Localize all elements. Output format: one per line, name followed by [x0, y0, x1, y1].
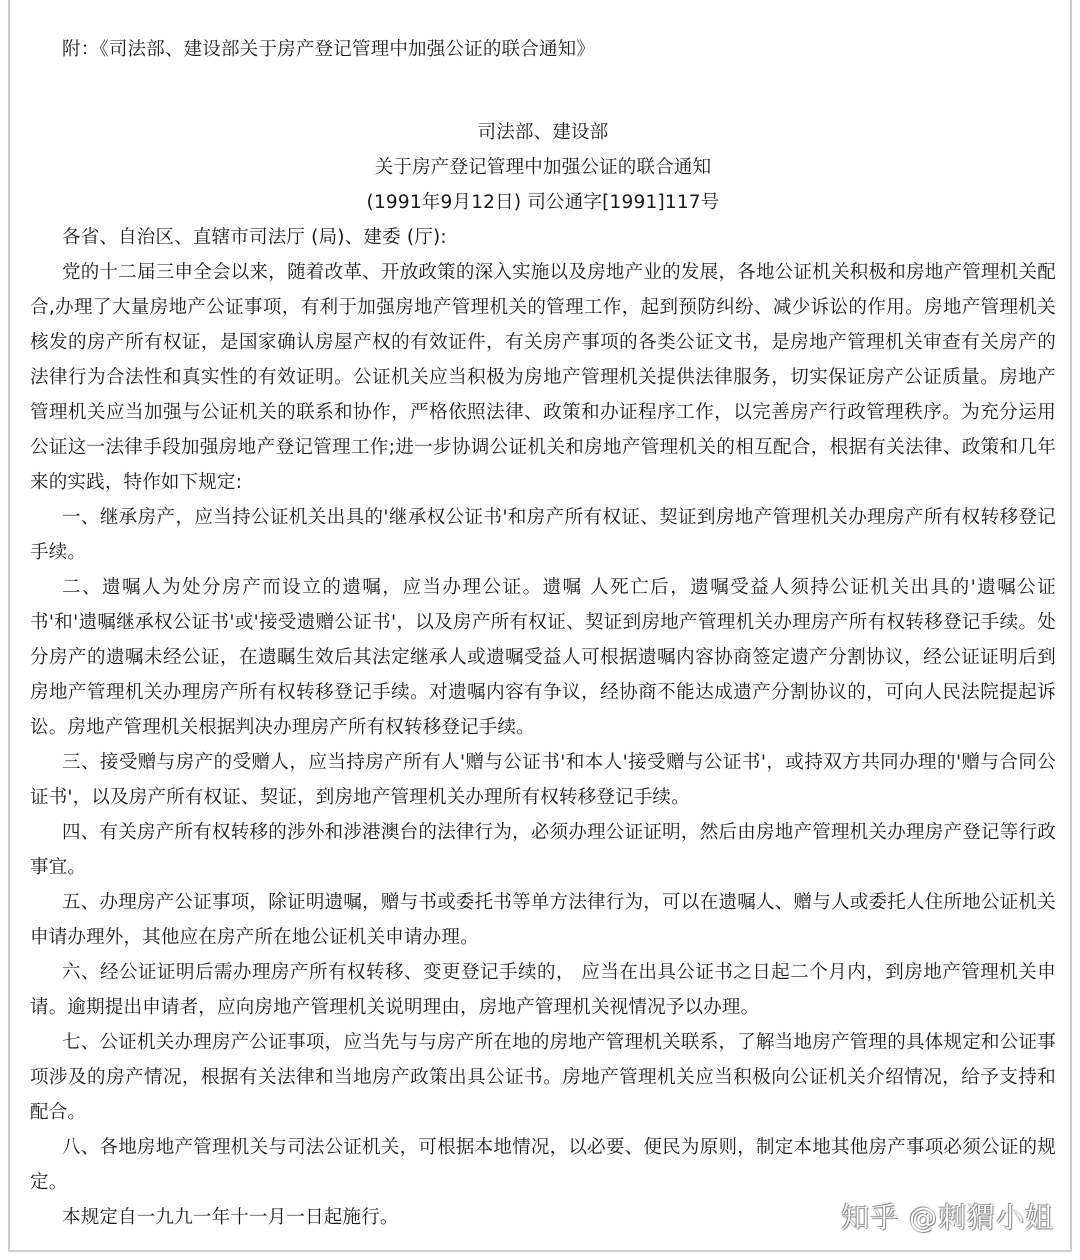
document-body	[30, 32, 1056, 1235]
clause-8: 八、各地房地产管理机关与司法公证机关，可根据本地情况，以必要、便民为原则，制定本地其他房产事项必须公证的规定。	[30, 1137, 1056, 1193]
attachment-line: 附：《司法部、建设部关于房产登记管理中加强公证的联合通知》	[62, 39, 596, 60]
addressee-line: 各省、自治区、直辖市司法厅 (局)、建委 (厅):	[62, 227, 447, 248]
clause-3: 三、接受赠与房产的受赠人，应当持房产所有人'赠与公证书'和本人'接受赠与公证书'，或持双方共同办理的'赠与合同公证书'，以及房产所有权证、契证，到房地产管理机关办理所有权转移登记手续。	[30, 752, 1056, 808]
date-reference: (1991年9月12日) 司公通字[1991]117号	[366, 192, 720, 213]
clause-7: 七、公证机关办理房产公证事项，应当先与与房产所在地的房地产管理机关联系，了解当地房产管理的具体规定和公证事项涉及的房产情况，根据有关法律和当地房产政策出具公证书。房地产管理机关应当积极向公证机关介绍情况，给予支持和配合。	[30, 1032, 1056, 1123]
clause-2: 二、遗嘱人为处分房产而设立的遗嘱，应当办理公证。遗嘱 人死亡后，遗嘱受益人须持公证机关出具的'遗嘱公证书'和'遗嘱继承权公证书'或'接受遗赠公证书'，以及房产所有权证、契证到房地产管理机关办理房产所有权转移登记手续。处分房产的遗嘱未经公证，在遗瞩生效后其法定继承人或遗嘱受益人可根据遗嘱内容协商签定遗产分割协议，经公证证明后到房地产管理机关办理房产所有权转移登记手续。对遗嘱内容有争议，经协商不能达成遗产分割协议的，可向人民法院提起诉讼。房地产管理机关根据判决办理房产所有权转移登记手续。	[30, 577, 1056, 738]
zhihu-watermark: 知乎 @刺猬小姐	[841, 1201, 1054, 1234]
clause-1: 一、继承房产，应当持公证机关出具的'继承权公证书'和房产所有权证、契证到房地产管理机关办理房产所有权转移登记手续。	[30, 507, 1056, 563]
intro-paragraph: 党的十二届三申全会以来，随着改革、开放政策的深入实施以及房地产业的发展，各地公证机关积极和房地产管理机关配合,办理了大量房地产公证事项，有利于加强房地产管理机关的管理工作，起到预防纠纷、减少诉讼的作用。房地产管理机关核发的房产所有权证，是国家确认房屋产权的有效证件，有关房产事项的各类公证文书，是房地产管理机关审查有关房产的法律行为合法性和真实性的有效证明。公证机关应当积极为房地产管理机关提供法律服务，切实保证房产公证质量。房地产管理机关应当加强与公证机关的联系和协作，严格依照法律、政策和办证程序工作，以完善房产行政管理秩序。为充分运用公证这一法律手段加强房地产登记管理工作;进一步协调公证机关和房地产管理机关的相互配合，根据有关法律、政策和几年来的实践，特作如下规定:	[30, 262, 1056, 493]
clause-6: 六、经公证证明后需办理房产所有权转移、变更登记手续的， 应当在出具公证书之日起二个月内，到房地产管理机关申请。逾期提出申请者，应向房地产管理机关说明理由，房地产管理机关视情况予以办理。	[30, 962, 1056, 1018]
clause-5: 五、办理房产公证事项，除证明遗嘱，赠与书或委托书等单方法律行为，可以在遗嘱人、赠与人或委托人住所地公证机关申请办理外，其他应在房产所在地公证机关申请办理。	[30, 892, 1056, 948]
clause-4: 四、有关房产所有权转移的涉外和涉港澳台的法律行为，必须办理公证证明，然后由房地产管理机关办理房产登记等行政事宜。	[30, 822, 1056, 878]
notice-title: 关于房产登记管理中加强公证的联合通知	[374, 157, 712, 178]
effective-date-paragraph: 本规定自一九九一年十一月一日起施行。	[62, 1207, 399, 1228]
issuer-line: 司法部、建设部	[477, 122, 609, 143]
